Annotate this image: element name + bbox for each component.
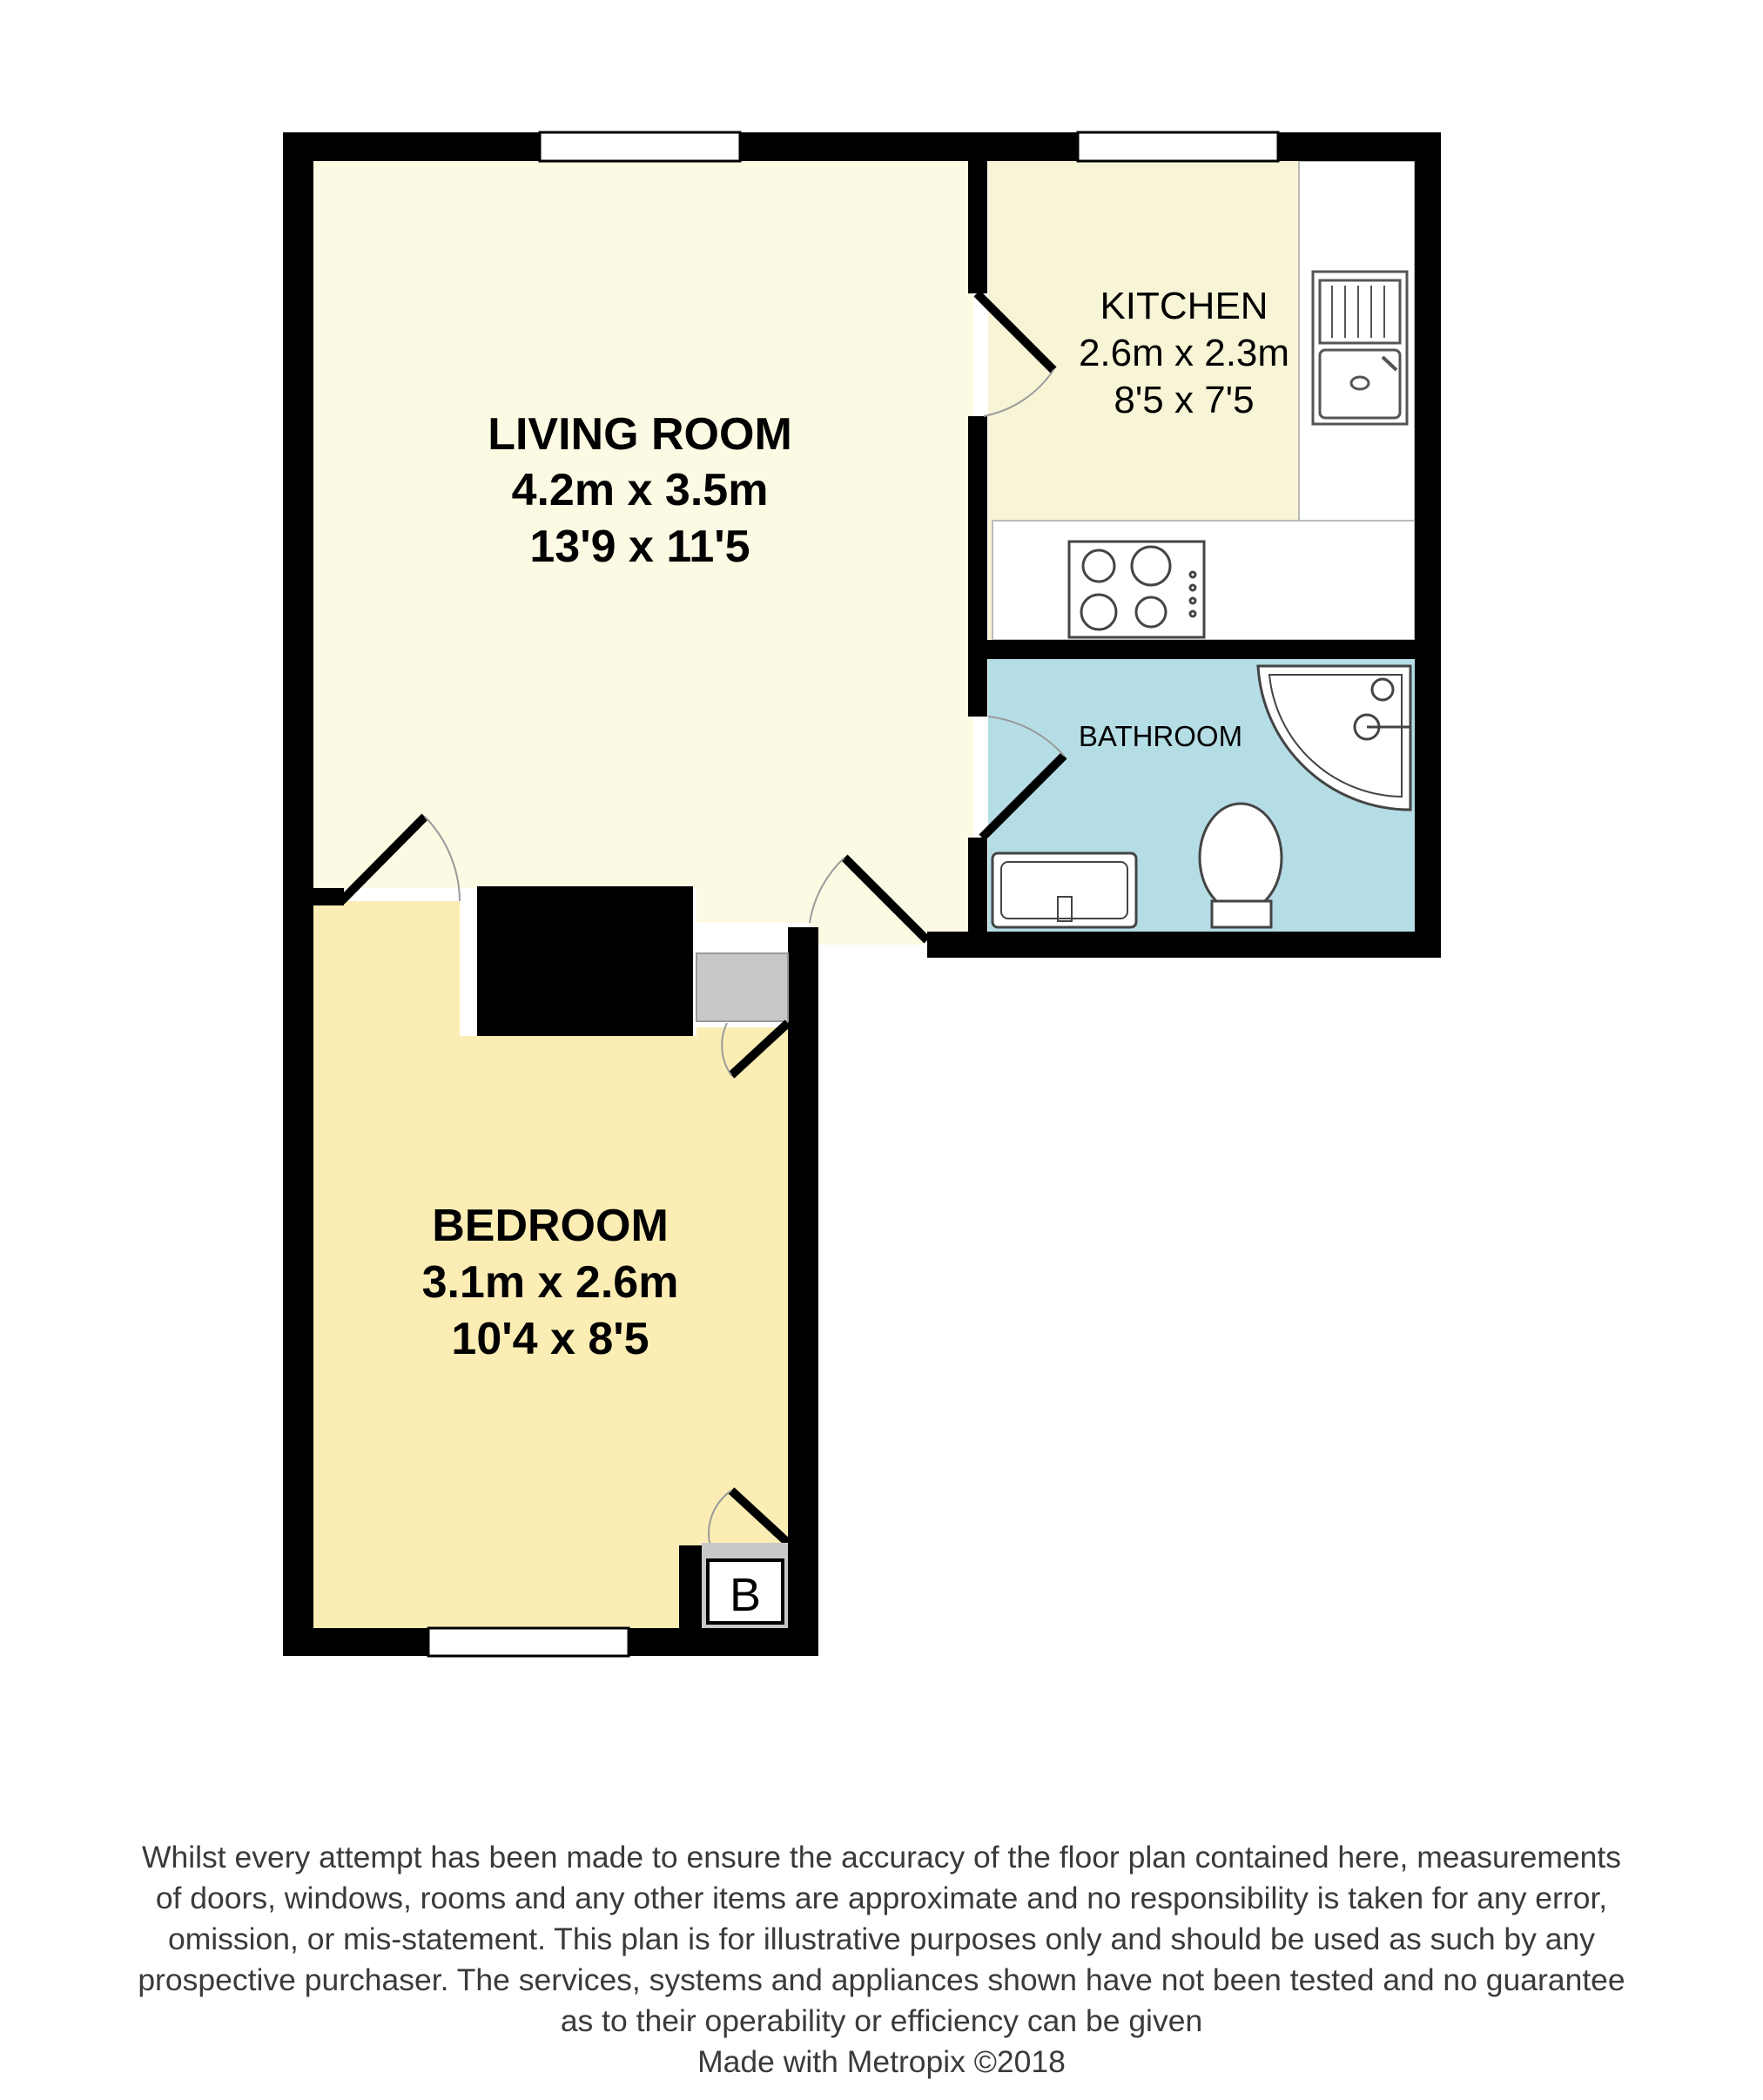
disclaimer (0, 1837, 1763, 2083)
wall-bedroom-top-stub (313, 888, 344, 905)
window-kitchen (1078, 132, 1278, 161)
kitchen-imperial: 8'5 x 7'5 (1114, 379, 1255, 421)
disclaimer-line: Whilst every attempt has been made to ensure the accuracy of the floor plan contained here, measurements (141, 1840, 1621, 1875)
window-living-room (540, 132, 740, 161)
chimney-breast (477, 886, 693, 1036)
kitchen-name: KITCHEN (1100, 285, 1268, 327)
boiler-label: B (729, 1569, 762, 1621)
toilet-cistern (1212, 901, 1271, 927)
wall-boiler-cupboard (679, 1545, 702, 1628)
window-bedroom (428, 1628, 629, 1656)
wall-bedroom-right (788, 927, 818, 1656)
hob-unit (1069, 542, 1204, 637)
wall-kitchen-left-a (968, 161, 987, 293)
basin (993, 853, 1136, 927)
boiler-cupboard (702, 1543, 788, 1628)
bathroom-name: BATHROOM (1078, 720, 1243, 752)
label-bedroom (422, 1201, 679, 1364)
wall-bath-left (968, 838, 987, 940)
disclaimer-line: omission, or mis-statement. This plan is for illustrative purposes only and should be used as such by any (167, 1922, 1596, 1956)
kitchen-sink (1313, 272, 1407, 424)
cupboard (696, 953, 788, 1021)
wall-kitchen-left-b (968, 416, 987, 717)
label-bathroom (1079, 720, 1242, 752)
bedroom-imperial: 10'4 x 8'5 (451, 1314, 649, 1364)
wall-kitchen-bathroom (973, 640, 1441, 659)
wall-left (283, 132, 313, 1656)
living-room-metric: 4.2m x 3.5m (511, 465, 769, 515)
hob (1069, 542, 1204, 637)
living-room-imperial: 13'9 x 11'5 (529, 522, 750, 572)
toilet-bowl (1200, 804, 1282, 912)
sink-unit (1313, 272, 1407, 424)
disclaimer-line: prospective purchaser. The services, systems and appliances shown have not been tested and no guarantee (138, 1962, 1625, 1997)
bedroom-metric: 3.1m x 2.6m (421, 1257, 679, 1308)
credit: Made with Metropix ©2018 (697, 2044, 1066, 2079)
living-room-name: LIVING ROOM (488, 409, 792, 460)
kitchen-metric: 2.6m x 2.3m (1078, 332, 1290, 374)
bedroom-name: BEDROOM (432, 1201, 669, 1251)
disclaimer-line: as to their operability or efficiency can be given (560, 2003, 1203, 2038)
disclaimer-line: of doors, windows, rooms and any other items are approximate and no responsibility is taken for any error, (155, 1881, 1608, 1915)
label-living-room (488, 409, 792, 572)
wall-right-upper (1415, 132, 1441, 958)
wall-bathroom-bottom (927, 932, 1441, 958)
